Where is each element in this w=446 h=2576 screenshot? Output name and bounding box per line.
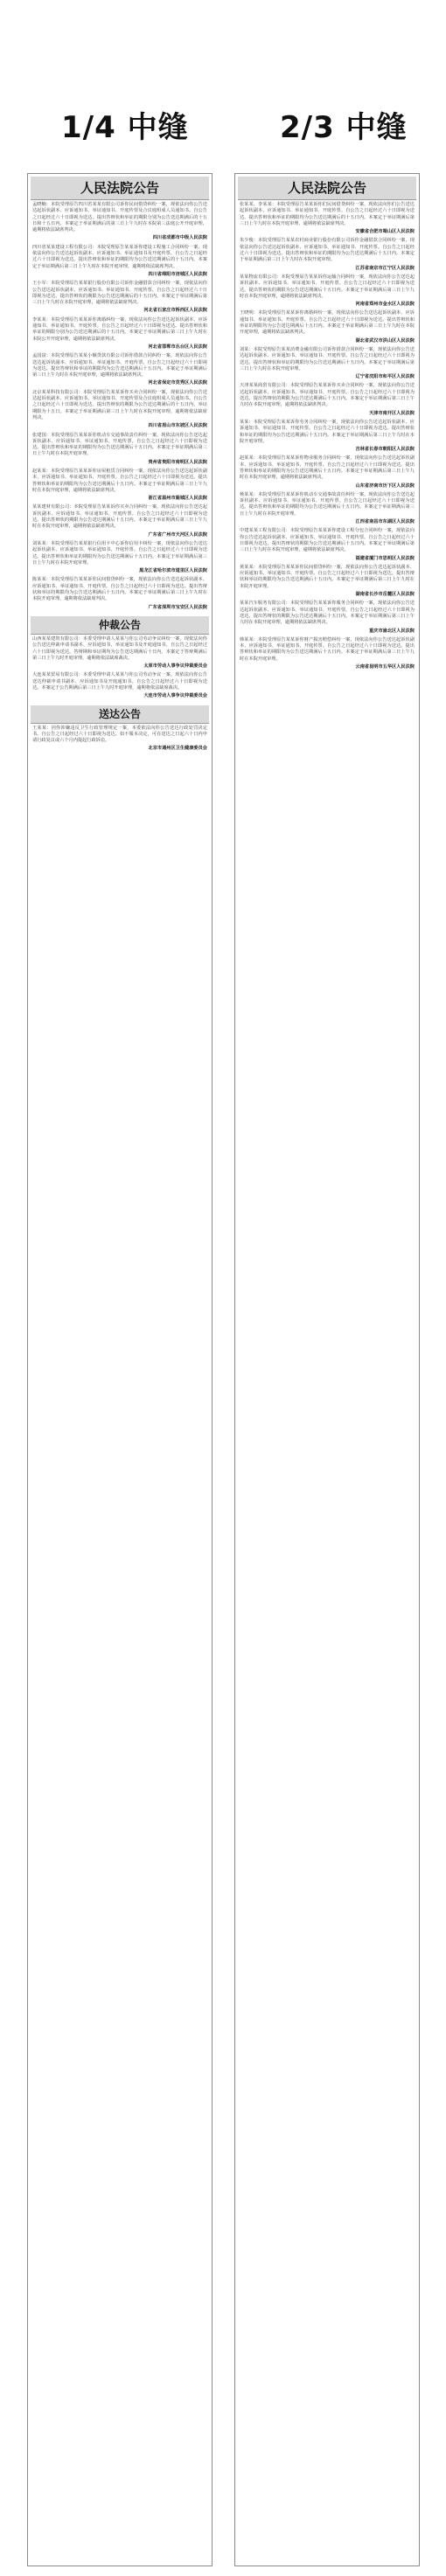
notice-court: 贵州省贵阳市南明区人民法院: [148, 459, 207, 465]
notice-court: 云南省昆明市五华区人民法院: [355, 664, 415, 670]
left-column-title: 人民法院公告: [31, 177, 209, 200]
notice-text: 孟晓楠：本院受理原告四川省某某有限公司诉你民间借贷纠纷一案，现依法向你公告送达起诉状副本、应诉通知书、举证通知书、开庭传票及合议庭组成人员通知书。自公告之日起经过六十日即视为送达。提出答辩状和举证的期限分别为公告送达期满后的十五日和十五日内。本案定于举证期满后的第三日上午九时在本院第三法庭公开开庭审理，逾期将依法缺席判决。: [32, 202, 207, 233]
notice-court: 太原市劳动人事争议仲裁委员会: [143, 663, 207, 670]
notice-text: 四川省某某建设工程有限公司：本院受理原告某某诉你建设工程施工合同纠纷一案，现依法向你公告送达起诉状副本、应诉通知书、举证通知书及开庭传票。自公告之日起经过六十日即视为送达。提出答辩状和举证的期限均为公告送达期满后的十五日内。本案定于举证期满后第三日上午九时在本院开庭审理，逾期将依法缺席判决。: [32, 244, 207, 269]
notice-court: 江苏省南京市江宁区人民法院: [355, 265, 415, 271]
notice-text: 王某某：因你涉嫌违反卫生行政管理规定一案，本委依法向你公告送达行政处罚决定书。自公告之日起经过六十日即视为送达。如不服本决定，可在送达之日起六十日内申请行政复议或六个月内提起行政诉讼。: [32, 725, 207, 744]
notice-text: 李某某：本院受理原告某某诉你离婚纠纷一案，现依法向你公告送达起诉状副本、应诉通知书、举证通知书、开庭传票。自公告之日起经过六十日即视为送达。提出答辩状和举证的期限分别为公告送达期满后的十五日内。本案定于举证期满后第三日上午九时在本院公开开庭审理，逾期将依法缺席判决。: [32, 316, 207, 342]
notice-text: 张建国：本院受理原告某某诉你机动车交通事故责任纠纷一案，现依法向你公告送达起诉状副本、应诉通知书、举证通知书、开庭传票。自公告之日起经过六十日即视为送达。提出答辩状和举证的期限均为公告送达期满后十五日内。本案定于举证期满后第三日上午九时在本院开庭审理。: [32, 432, 207, 457]
notice-text: 刘某：本院受理原告某某消费金融有限公司诉你借款合同纠纷一案，现依法向你公告送达起诉状副本、应诉通知书、举证通知书、开庭传票。自公告之日起经过六十日即视为送达。提出答辩状和举证的期限均为公告送达期满后十五日内。本案定于举证期满后第三日上午九时在本院开庭审理。: [240, 346, 415, 371]
notice-text: 韩某某：本院受理原告某某诉你财产损害赔偿纠纷一案，现依法向你公告送达起诉状副本、应诉通知书、举证通知书、开庭传票。自公告之日起经过六十日即视为送达。提出答辩状和举证的期限均为公告送达期满后十五日内。本案定于举证期满后第三日上午九时在本院开庭审理。: [240, 636, 415, 662]
notice-court: 河北省石家庄市桥西区人民法院: [143, 308, 207, 314]
notice-court: 福建省厦门市思明区人民法院: [355, 555, 415, 561]
notice-court: 吉林省长春市朝阳区人民法院: [355, 447, 415, 453]
notice-court: 大连市劳动人事争议仲裁委员会: [143, 693, 207, 699]
notice-text: 王晓明：本院受理原告某某诉你离婚纠纷一案，现依法向你公告送达起诉状副本、应诉通知书、举证通知书、开庭传票。自公告之日起经过六十日即视为送达。提出答辩状和举证的期限均为公告送达期满后十五日内。本案定于举证期满后第三日上午九时在本院开庭审理，逾期将依法缺席判决。: [240, 310, 415, 336]
notice-text: 杨某某：本院受理原告某某诉你机动车交通事故责任纠纷一案，现依法向你公告送达起诉状副本、应诉通知书、举证通知书、开庭传票。自公告之日起经过六十日即视为送达。提出答辩状和举证的期限均为公告送达期满后十五日内。本案定于举证期满后第三日上午九时在本院开庭审理。: [240, 491, 415, 517]
notice-text: 赵某某：本院受理原告某某诉你房屋租赁合同纠纷一案，现依法向你公告送达起诉状副本、应诉通知书、举证通知书、开庭传票。自公告之日起经过六十日即视为送达。提出答辩状和举证的期限均为公告送达期满后十五日内。本案定于举证期满后第三日上午九时在本院开庭审理，逾期将依法缺席判决。: [32, 468, 207, 493]
notice-court: 四川省眉山市东坡区人民法院: [148, 423, 207, 429]
notice-court: 广东省深圳市宝安区人民法院: [148, 604, 207, 610]
notice-court: 河北省邯郸市丛台区人民法院: [148, 344, 207, 350]
right-notices-body: [238, 200, 416, 670]
left-notices-body: [31, 200, 209, 611]
delivery-body: [31, 724, 209, 753]
arbitration-title: 仲裁公告: [31, 616, 209, 635]
notice-court: 北京市通州区卫生健康委员会: [148, 746, 207, 752]
notice-court: 四川省成都市中级人民法院: [152, 235, 207, 241]
notice-court: 浙江省温州市鹿城区人民法院: [148, 496, 207, 502]
notice-court: 四川省绵阳市涪城区人民法院: [148, 271, 207, 277]
notice-text: 某某建材有限公司：本院受理原告某某诉你买卖合同纠纷一案，现依法向你公告送达起诉状副本、应诉通知书、举证通知书、开庭传票。自公告之日起经过六十日即视为送达。提出答辩状的期限为公告送达期满后十五日内。本案定于举证期满后第三日上午九时在本院开庭审理，逾期将依法缺席判决。: [32, 504, 207, 530]
notice-court: 山东省济南市历下区人民法院: [355, 483, 415, 489]
notice-text: 刘某某：本院受理原告某某银行信用卡中心诉你信用卡纠纷一案，现依法向你公告送达起诉状副本、应诉通知书、举证通知书、开庭传票。自公告之日起经过六十日即视为送达。提出答辩状和举证的期限均为公告送达期满后十五日内。本案定于举证期满后第三日上午九时在本院开庭审理。: [32, 540, 207, 566]
fold-headers: [0, 103, 446, 147]
right-notice-column: [234, 173, 420, 2566]
notice-text: 孟国富：本院受理原告某某小额贷款有限公司诉你借款合同纠纷一案，现依法向你公告送达起诉状副本、应诉通知书、举证通知书、开庭传票。自公告之日起经过六十日即视为送达。提出答辩状和举证的期限均为公告送达期满后十五日内。本案定于举证期满后第三日上午九时在本院开庭审理，逾期将依法缺席判决。: [32, 353, 207, 378]
notice-court: 辽宁省沈阳市和平区人民法院: [355, 374, 415, 380]
notice-text: 大连某某贸易有限公司：本委受理申请人某某与你公司劳动争议一案，现依法向你公告送达仲裁申请书副本、应诉通知书及开庭通知书。自公告之日起经过六十日即视为送达。本案定于公告期满后第三日上午九时开庭审理，逾期将依法缺席裁决。: [32, 672, 207, 691]
left-fold-header: 1/4 中缝: [61, 110, 189, 145]
notice-court: 天津市南开区人民法院: [369, 410, 415, 416]
notice-text: 某某：本院受理原告某某诉你劳务合同纠纷一案，现依法向你公告送达起诉状副本、应诉通知书、举证通知书、开庭传票。自公告之日起经过六十日即视为送达。提出答辩状和举证的期限均为公告送达期满后十五日内。本案定于举证期满后第三日上午九时在本院开庭审理。: [240, 419, 415, 444]
notice-court: 江西省南昌市东湖区人民法院: [355, 519, 415, 525]
notice-court: 湖南省长沙市岳麓区人民法院: [355, 592, 415, 598]
delivery-title: 送达公告: [31, 705, 209, 724]
notice-text: 朱少俊：本院受理原告某某农村商业银行股份有限公司诉你金融借款合同纠纷一案，现依法向你公告送达起诉状副本、应诉通知书、举证通知书、开庭传票。自公告之日起经过六十日即视为送达。提出答辩状和举证的期限均为公告送达期满后十五日内。本案定于举证期满后第三日上午九时在本院开庭审理。: [240, 238, 415, 263]
notice-court: 广东省广州市天河区人民法院: [148, 531, 207, 538]
notice-text: 赵某某：本院受理原告某某诉你物业服务合同纠纷一案，现依法向你公告送达起诉状副本、应诉通知书、举证通知书、开庭传票。自公告之日起经过六十日即视为送达。提出答辩状和举证的期限均为公告送达期满后十五日内。本案定于举证期满后第三日上午九时在本院开庭审理，逾期将依法缺席判决。: [240, 455, 415, 481]
notice-court: 重庆市渝北区人民法院: [369, 628, 415, 634]
notice-text: 北京某某科技有限公司：本院受理原告某某诉你买卖合同纠纷一案，现依法向你公告送达起诉状副本、应诉通知书、举证通知书、开庭传票及合议庭组成人员通知书。自公告之日起经过六十日即视为送达。提出答辩状的期限为公告送达期满后的十五日内，举证期限为十五日。本案定于举证期满后第三日上午九时在本院开庭审理，逾期将依法缺席判决。: [32, 389, 207, 420]
notice-text: 王小军：本院受理原告某某银行股份有限公司诉你金融借款合同纠纷一案，现依法向你公告送达起诉状副本、应诉通知书、举证通知书、开庭传票。自公告之日起经过六十日即视为送达。提出答辩状的期限为公告送达期满后的十五日内。本案定于举证期满后第三日上午九时在本院开庭审理，逾期将依法缺席判决。: [32, 281, 207, 306]
notice-court: 河北省保定市竞秀区人民法院: [148, 380, 207, 386]
right-column-title: 人民法院公告: [238, 177, 416, 200]
notice-text: 中建某某工程有限公司：本院受理原告某某诉你建设工程分包合同纠纷一案，现依法向你公告送达起诉状副本、应诉通知书、举证通知书、开庭传票。自公告之日起经过六十日即视为送达。提出答辩状的期限为公告送达期满后十五日内。本案定于举证期满后第三日上午九时在本院开庭审理，逾期将依法缺席判决。: [240, 528, 415, 553]
notice-court: 河南省郑州市金水区人民法院: [355, 302, 415, 308]
notice-court: 安徽省合肥市蜀山区人民法院: [355, 229, 415, 235]
notice-text: 天津某某商贸有限公司：本院受理原告某某诉你买卖合同纠纷一案，现依法向你公告送达起诉状副本、应诉通知书、举证通知书、开庭传票。自公告之日起经过六十日即视为送达。提出答辩状的期限为公告送达期满后十五日内。本案定于举证期满后第三日上午九时在本院开庭审理，逾期将依法缺席判决。: [240, 383, 415, 408]
right-fold-header: 2/3 中缝: [280, 110, 408, 145]
notice-text: 某某汽车服务有限公司：本院受理原告某某诉你服务合同纠纷一案，现依法向你公告送达起诉状副本、应诉通知书、举证通知书、开庭传票。自公告之日起经过六十日即视为送达。提出答辩状的期限为公告送达期满后十五日内。本案定于举证期满后第三日上午九时在本院开庭审理，逾期将依法缺席判决。: [240, 601, 415, 626]
arbitration-body: [31, 635, 209, 700]
notice-text: 陈某某：本院受理原告某某诉你民间借贷纠纷一案，现依法向你公告送达起诉状副本、应诉通知书、举证通知书、开庭传票。自公告之日起经过六十日即视为送达。提出答辩状和举证的期限均为公告送达期满后十五日内。本案定于举证期满后第三日上午九时在本院开庭审理，逾期将依法缺席判决。: [32, 577, 207, 602]
left-notice-column: [27, 173, 213, 2566]
notice-text: 张某某、李某某：本院受理原告某某诉你们民间借贷纠纷一案，现依法向你们公告送达起诉状副本、应诉通知书、举证通知书、开庭传票。自公告之日起经过六十日即视为送达。提出答辩状和举证的期限均为公告送达期满后的十五日内。本案定于举证期满后第三日上午九时在本院开庭审理，逾期将依法缺席判决。: [240, 202, 415, 226]
notice-text: 山西某某建筑有限公司：本委受理申请人某某与你公司劳动争议纠纷一案，现依法向你公告送达仲裁申请书副本、应诉通知书、举证通知书及开庭通知书。自公告之日起经过六十日即视为送达。答辩期和举证期均为公告送达期满后十日内。本案定于答辩期满后第三日上午九时开庭审理，逾期将依法缺席裁决。: [32, 635, 207, 661]
notice-court: 湖北省武汉市洪山区人民法院: [355, 337, 415, 344]
notice-text: 黄某某：本院受理原告某某诉你民间借贷纠纷一案，现依法向你公告送达起诉状副本、应诉通知书、举证通知书、开庭传票。自公告之日起经过六十日即视为送达。提出答辩状和举证的期限均为公告送达期满后十五日内。本案定于举证期满后第三日上午九时在本院开庭审理。: [240, 564, 415, 589]
notice-text: 某某物流有限公司：本院受理原告某某诉你运输合同纠纷一案，现依法向你公告送达起诉状副本、应诉通知书、举证通知书、开庭传票。自公告之日起经过六十日即视为送达。提出答辩状的期限为公告送达期满后十五日内。本案定于举证期满后第三日上午九时在本院开庭审理，逾期将依法缺席判决。: [240, 274, 415, 299]
notice-court: 黑龙江省哈尔滨市道里区人民法院: [139, 568, 207, 574]
